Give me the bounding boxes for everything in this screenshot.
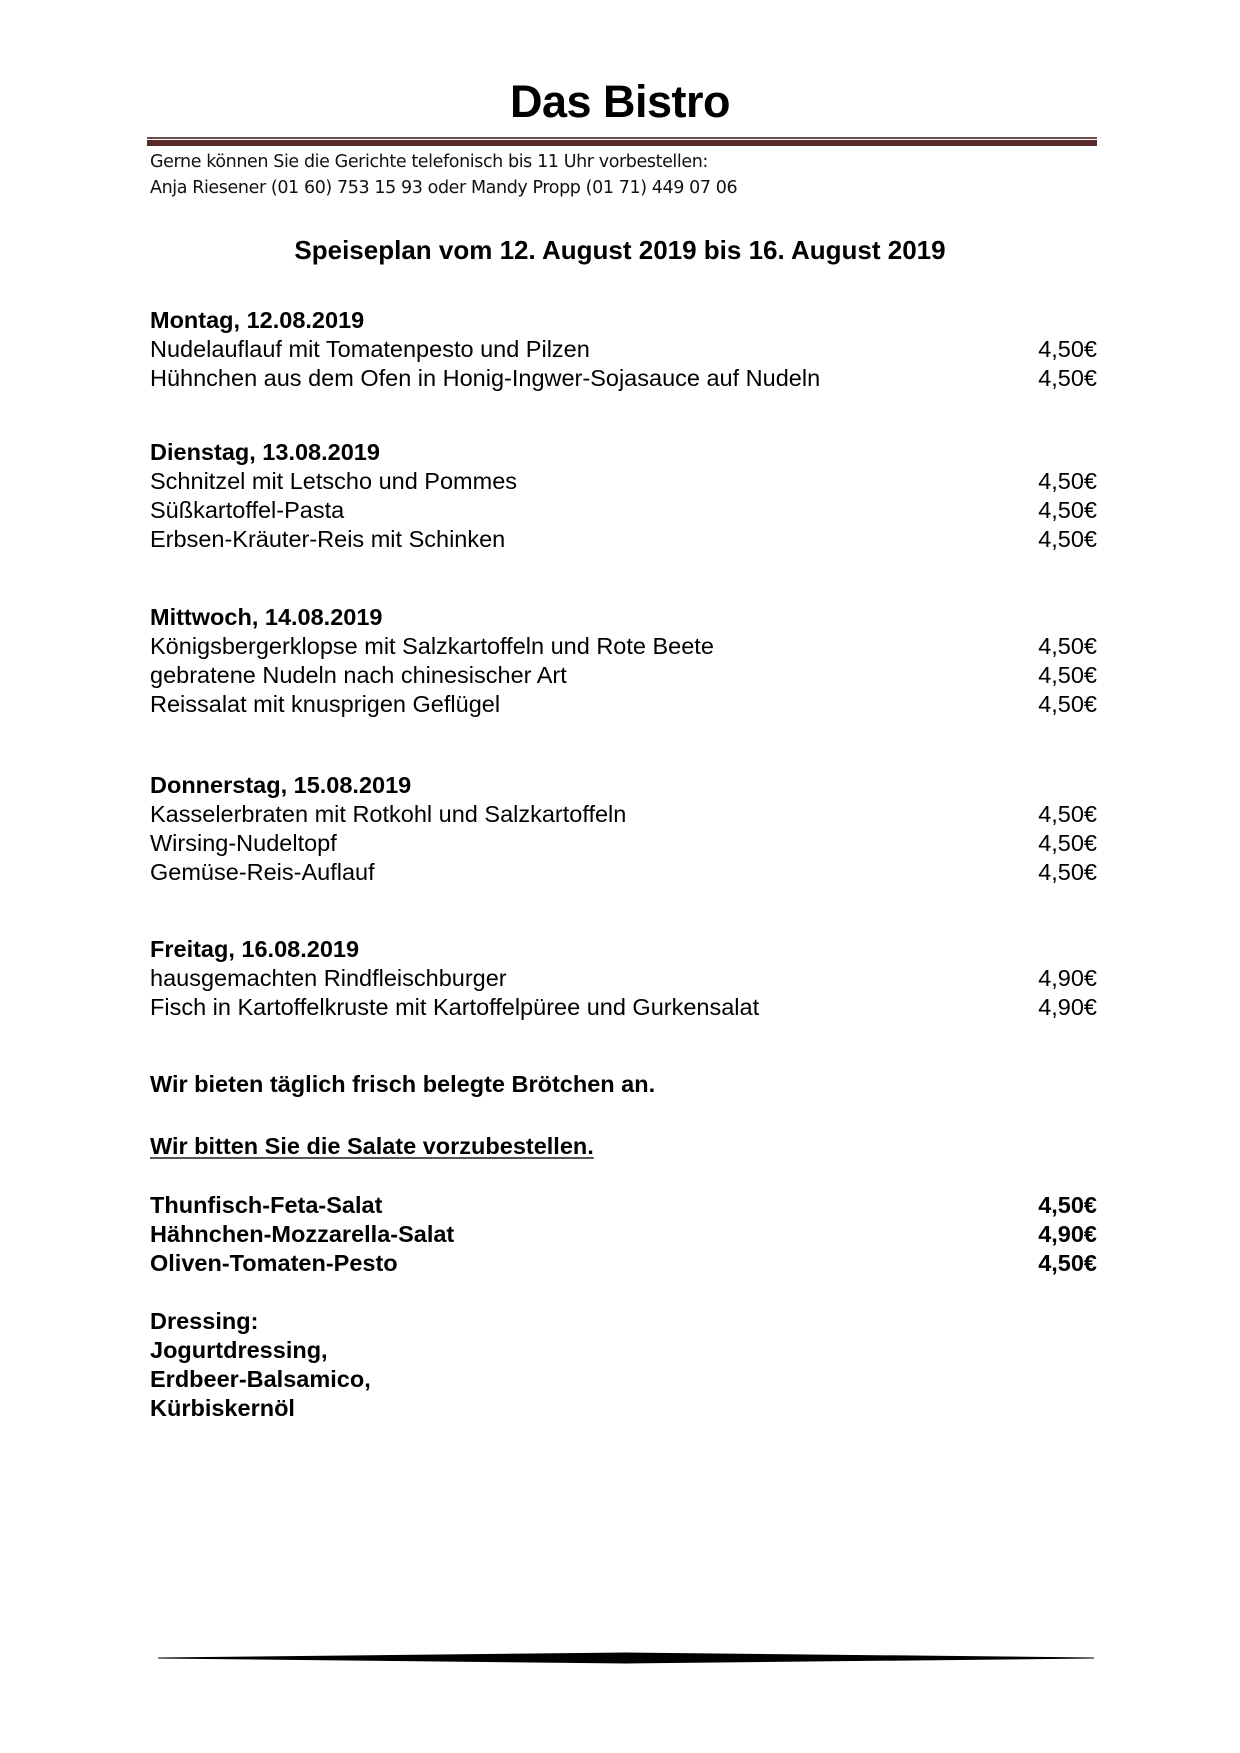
menu-item-name: Gemüse-Reis-Auflauf bbox=[150, 859, 375, 885]
salad-item bbox=[150, 1191, 1097, 1220]
menu-item-price: 4,50€ bbox=[1038, 859, 1097, 885]
menu-item-price: 4,90€ bbox=[1038, 965, 1097, 991]
header-rule-thick bbox=[147, 140, 1097, 146]
rolls-note: Wir bieten täglich frisch belegte Brötchen an. bbox=[150, 1071, 656, 1097]
page-title: Das Bistro bbox=[509, 76, 731, 127]
salad-item bbox=[150, 1220, 1097, 1249]
menu-item bbox=[150, 858, 1097, 887]
menu-item bbox=[150, 690, 1097, 719]
salad-item-price: 4,50€ bbox=[1038, 1192, 1097, 1218]
menu-item bbox=[150, 335, 1097, 364]
day-heading-monday: Montag, 12.08.2019 bbox=[150, 307, 365, 333]
menu-item bbox=[150, 800, 1097, 829]
salad-item-name: Hähnchen-Mozzarella-Salat bbox=[150, 1221, 455, 1247]
menu-item-price: 4,90€ bbox=[1038, 994, 1097, 1020]
dressing-option: Jogurtdressing, bbox=[150, 1337, 328, 1363]
salad-item-name: Oliven-Tomaten-Pesto bbox=[150, 1250, 398, 1276]
day-heading-wednesday: Mittwoch, 14.08.2019 bbox=[150, 604, 383, 630]
menu-item-name: Kasselerbraten mit Rotkohl und Salzkartoffeln bbox=[150, 801, 627, 827]
menu-item-price: 4,50€ bbox=[1038, 336, 1097, 362]
salad-item-price: 4,50€ bbox=[1038, 1250, 1097, 1276]
menu-item-name: Reissalat mit knusprigen Geflügel bbox=[150, 691, 501, 717]
menu-item bbox=[150, 496, 1097, 525]
menu-item bbox=[150, 364, 1097, 393]
menu-item-price: 4,50€ bbox=[1038, 468, 1097, 494]
menu-item-price: 4,50€ bbox=[1038, 801, 1097, 827]
day-heading-friday: Freitag, 16.08.2019 bbox=[150, 936, 360, 962]
menu-item-name: Wirsing-Nudeltopf bbox=[150, 830, 337, 856]
salad-item-price: 4,90€ bbox=[1038, 1221, 1097, 1247]
menu-item-name: Schnitzel mit Letscho und Pommes bbox=[150, 468, 518, 494]
menu-item-price: 4,50€ bbox=[1038, 662, 1097, 688]
salad-preorder-note: Wir bitten Sie die Salate vorzubestellen. bbox=[150, 1133, 594, 1159]
menu-item bbox=[150, 964, 1097, 993]
day-heading-thursday: Donnerstag, 15.08.2019 bbox=[150, 772, 412, 798]
salad-item bbox=[150, 1249, 1097, 1278]
menu-item bbox=[150, 829, 1097, 858]
menu-item bbox=[150, 525, 1097, 554]
menu-item-name: gebratene Nudeln nach chinesischer Art bbox=[150, 662, 567, 688]
menu-item bbox=[150, 467, 1097, 496]
menu-item-price: 4,50€ bbox=[1038, 830, 1097, 856]
dressing-option: Kürbiskernöl bbox=[150, 1395, 295, 1421]
day-heading-tuesday: Dienstag, 13.08.2019 bbox=[150, 439, 380, 465]
menu-item-name: Königsbergerklopse mit Salzkartoffeln und Rote Beete bbox=[150, 633, 714, 659]
dressing-heading: Dressing: bbox=[150, 1308, 259, 1334]
menu-item-price: 4,50€ bbox=[1038, 633, 1097, 659]
menu-period-heading: Speiseplan vom 12. August 2019 bis 16. August 2019 bbox=[294, 235, 946, 265]
contact-info-line-1: Gerne können Sie die Gerichte telefonisch bis 11 Uhr vorbestellen: bbox=[150, 152, 708, 172]
menu-item-price: 4,50€ bbox=[1038, 365, 1097, 391]
menu-item bbox=[150, 993, 1097, 1022]
menu-item bbox=[150, 632, 1097, 661]
footer-divider bbox=[158, 1652, 1094, 1664]
menu-item-name: Hühnchen aus dem Ofen in Honig-Ingwer-Sojasauce auf Nudeln bbox=[150, 365, 821, 391]
menu-item-name: Erbsen-Kräuter-Reis mit Schinken bbox=[150, 526, 506, 552]
dressing-option: Erdbeer-Balsamico, bbox=[150, 1366, 371, 1392]
menu-item-name: Süßkartoffel-Pasta bbox=[150, 497, 345, 523]
menu-item-name: Fisch in Kartoffelkruste mit Kartoffelpüree und Gurkensalat bbox=[150, 994, 760, 1020]
header-rule-thin bbox=[147, 137, 1097, 139]
salad-item-name: Thunfisch-Feta-Salat bbox=[150, 1192, 383, 1218]
menu-item bbox=[150, 661, 1097, 690]
menu-item-name: hausgemachten Rindfleischburger bbox=[150, 965, 507, 991]
menu-item-price: 4,50€ bbox=[1038, 497, 1097, 523]
menu-item-price: 4,50€ bbox=[1038, 526, 1097, 552]
menu-item-name: Nudelauflauf mit Tomatenpesto und Pilzen bbox=[150, 336, 590, 362]
menu-item-price: 4,50€ bbox=[1038, 691, 1097, 717]
contact-info-line-2: Anja Riesener (01 60) 753 15 93 oder Mandy Propp (01 71) 449 07 06 bbox=[150, 178, 738, 198]
